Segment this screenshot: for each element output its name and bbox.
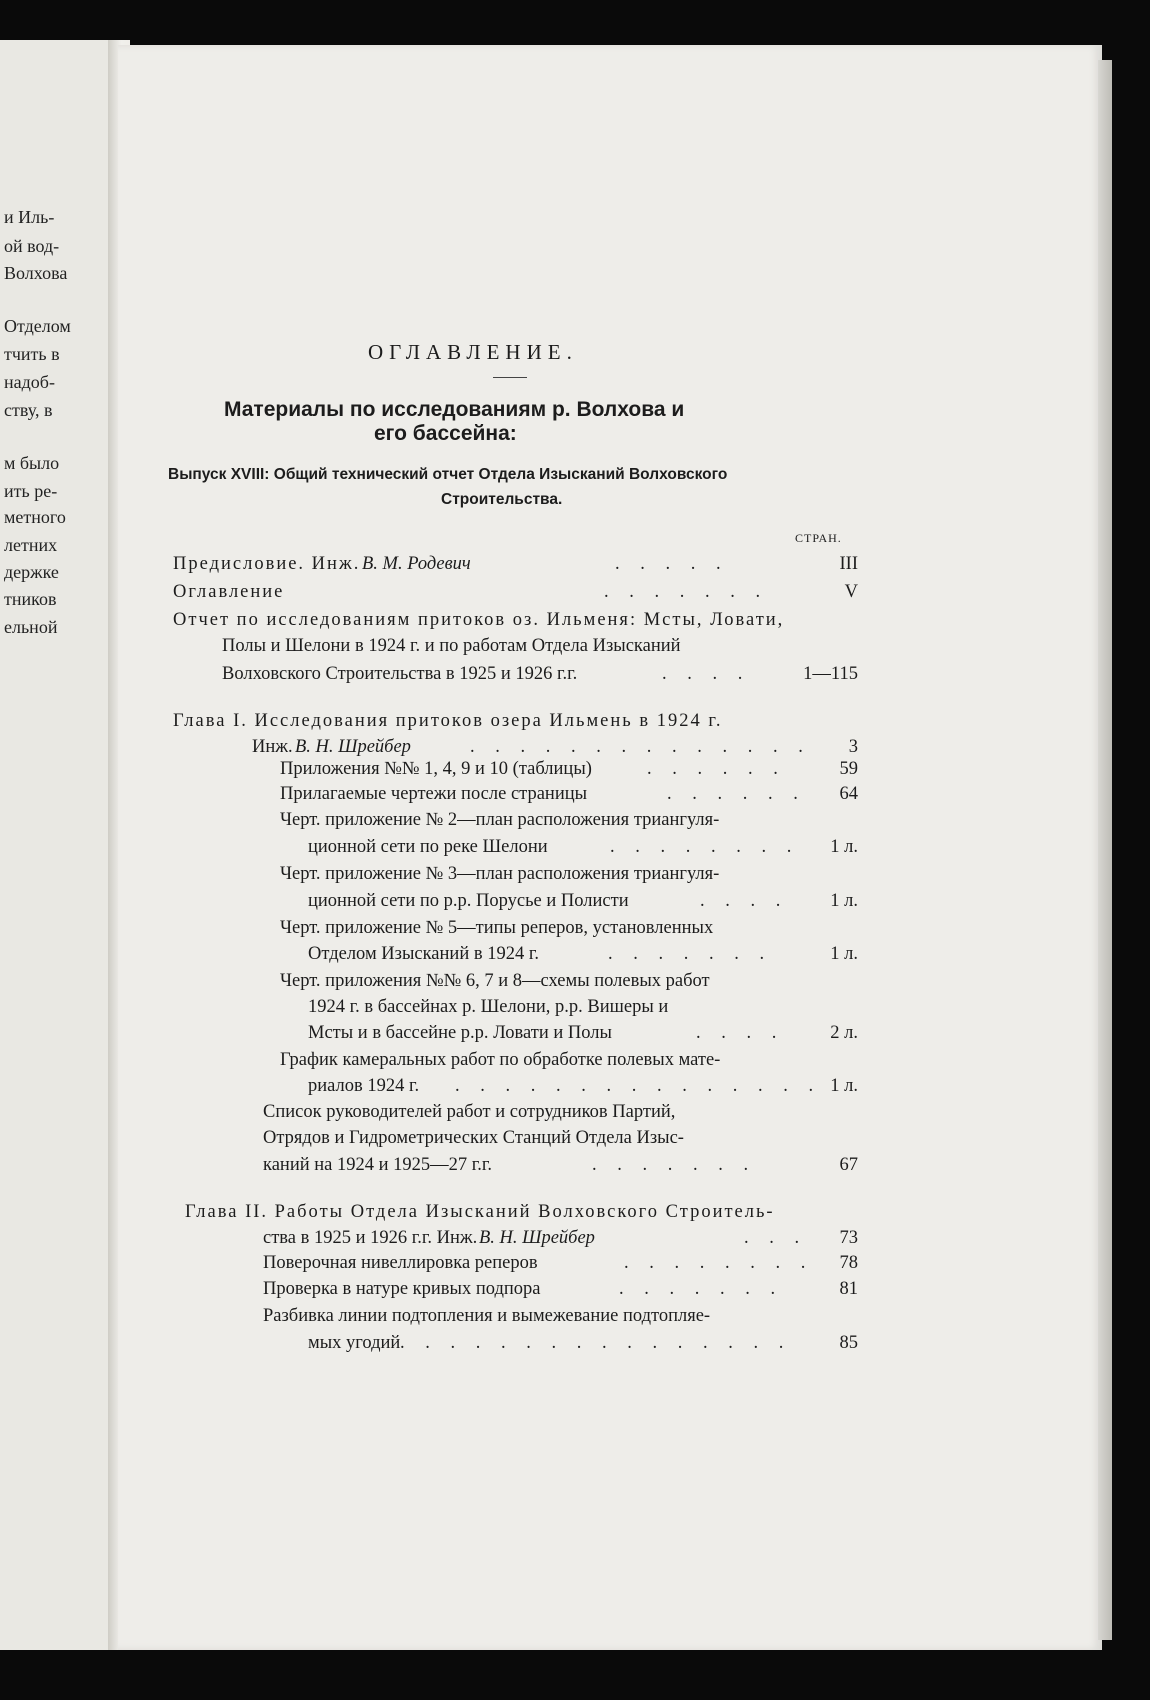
- entry-text: 1924 г. в бассейнах р. Шелони, р.р. Вишеры и: [308, 997, 669, 1017]
- entry-page-number: 1 л.: [830, 1076, 858, 1096]
- leader-dots: . . . . . . . . . . . . . . . .: [400, 1333, 792, 1353]
- issue-line2: Строительства.: [441, 491, 563, 508]
- entry-text: Отчет по исследованиям притоков оз. Ильменя: Мсты, Ловати,: [173, 610, 785, 630]
- toc-entry: [0, 1306, 1150, 1332]
- entry-text: Глава I. Исследования притоков озера Ильмень в 1924 г.: [173, 711, 723, 731]
- left-page-text: тников: [4, 589, 57, 609]
- entry-text: каний на 1924 и 1925—27 г.г.: [263, 1155, 493, 1175]
- toc-entry: [0, 1253, 1150, 1279]
- left-page-text: Волхова: [4, 263, 68, 283]
- toc-entry: [0, 610, 1150, 636]
- left-page-text: Отделом: [4, 316, 71, 336]
- page-title: ОГЛАВЛЕНИЕ.: [368, 340, 578, 364]
- leader-dots: . . . . . . .: [619, 1279, 784, 1299]
- toc-entry: [0, 891, 1150, 917]
- entry-text: Мсты и в бассейне р.р. Ловати и Полы: [308, 1023, 612, 1043]
- entry-text: Инж.: [252, 737, 293, 757]
- left-page-text: и Иль-: [4, 207, 55, 227]
- toc-entry: [0, 1155, 1150, 1181]
- entry-page-number: 78: [839, 1253, 858, 1273]
- entry-text: мых угодий: [308, 1333, 401, 1353]
- entry-text: Волховского Строительства в 1925 и 1926 г.г.: [222, 664, 578, 684]
- toc-entry: [0, 1076, 1150, 1102]
- toc-entry: [0, 971, 1150, 997]
- toc-entry: [0, 636, 1150, 662]
- entry-author: В. Н. Шрейбер: [295, 737, 411, 757]
- entry-page-number: 1—115: [803, 664, 858, 684]
- entry-text: Разбивка линии подтопления и вымежевание подтопляе-: [263, 1306, 711, 1326]
- entry-text: ционной сети по реке Шелони: [308, 837, 548, 857]
- toc-entry: [0, 997, 1150, 1023]
- leader-dots: . . . .: [662, 664, 751, 684]
- entry-page-number: 67: [839, 1155, 858, 1175]
- entry-text: Оглавление: [173, 582, 285, 602]
- entry-text: Прилагаемые чертежи после страницы: [280, 784, 588, 804]
- series-title-line1: Материалы по исследованиям р. Волхова и: [224, 398, 685, 421]
- leader-dots: . . . . . .: [647, 759, 786, 779]
- entry-page-number: 1 л.: [830, 837, 858, 857]
- toc-entry: [0, 784, 1150, 810]
- toc-entry: [0, 711, 1150, 737]
- left-page-text: держке: [4, 562, 59, 582]
- toc-entry: [0, 1102, 1150, 1128]
- entry-text: ционной сети по р.р. Порусье и Полисти: [308, 891, 629, 911]
- leader-dots: . . . . . . .: [604, 582, 769, 602]
- entry-text: Приложения №№ 1, 4, 9 и 10 (таблицы): [280, 759, 592, 779]
- entry-page-number: 64: [839, 784, 858, 804]
- leader-dots: . . .: [744, 1228, 808, 1248]
- entry-text: Черт. приложения №№ 6, 7 и 8—схемы полевых работ: [280, 971, 710, 991]
- left-page-text: ельной: [4, 617, 58, 637]
- entry-text: Список руководителей работ и сотрудников Партий,: [263, 1102, 676, 1122]
- leader-dots: . . . . . . . . . . . . . . .: [455, 1076, 822, 1096]
- entry-page-number: III: [839, 554, 858, 574]
- entry-text: Проверка в натуре кривых подпора: [263, 1279, 541, 1299]
- toc-entry: [0, 944, 1150, 970]
- leader-dots: . . . . . . . .: [610, 837, 800, 857]
- entry-text: Черт. приложение № 2—план расположения триангуля-: [280, 810, 720, 830]
- leader-dots: . . . . . . .: [592, 1155, 757, 1175]
- toc-entry: [0, 837, 1150, 863]
- issue-line1: Выпуск XVIII: Общий технический отчет Отдела Изысканий Волховского: [168, 466, 728, 483]
- toc-entry: [0, 759, 1150, 785]
- leader-dots: . . . .: [696, 1023, 785, 1043]
- leader-dots: . . . . . . . .: [624, 1253, 814, 1273]
- toc-entry: [0, 1128, 1150, 1154]
- left-page-text: м было: [4, 453, 60, 473]
- entry-text: Черт. приложение № 3—план расположения триангуля-: [280, 864, 720, 884]
- leader-dots: . . . . . .: [667, 784, 806, 804]
- toc-entry: [0, 1050, 1150, 1076]
- leader-dots: . . . . .: [615, 554, 729, 574]
- series-title-line2: его бассейна:: [374, 422, 517, 445]
- toc-entry: [0, 1228, 1150, 1254]
- toc-entry: [0, 582, 1150, 608]
- entry-page-number: 1 л.: [830, 944, 858, 964]
- entry-page-number: 85: [839, 1333, 858, 1353]
- entry-page-number: 2 л.: [830, 1023, 858, 1043]
- toc-entry: [0, 554, 1150, 580]
- entry-text: График камеральных работ по обработке полевых мате-: [280, 1050, 721, 1070]
- entry-text: Отрядов и Гидрометрических Станций Отдела Изыс-: [263, 1128, 684, 1148]
- left-page-text: ой вод-: [4, 236, 60, 256]
- entry-text: ства в 1925 и 1926 г.г. Инж.: [263, 1228, 478, 1248]
- entry-page-number: 3: [848, 737, 858, 757]
- entry-author: В. Н. Шрейбер: [479, 1228, 595, 1248]
- entry-text: Предисловие. Инж.: [173, 554, 361, 574]
- entry-page-number: 59: [839, 759, 858, 779]
- entry-page-number: 73: [839, 1228, 858, 1248]
- left-page-text: надоб-: [4, 372, 55, 392]
- toc-entry: [0, 810, 1150, 836]
- title-rule: [493, 377, 527, 378]
- entry-text: риалов 1924 г.: [308, 1076, 420, 1096]
- toc-entry: [0, 1333, 1150, 1359]
- leader-dots: . . . . . . . . . . . . . .: [470, 737, 811, 757]
- left-page-text: ить ре-: [4, 481, 58, 501]
- left-page-text: летних: [4, 535, 58, 555]
- entry-text: Полы и Шелони в 1924 г. и по работам Отдела Изысканий: [222, 636, 681, 656]
- leader-dots: . . . . . . .: [608, 944, 773, 964]
- leader-dots: . . . .: [700, 891, 789, 911]
- column-header-pages: СТРАН.: [795, 531, 842, 545]
- toc-entry: [0, 1202, 1150, 1228]
- entry-page-number: 1 л.: [830, 891, 858, 911]
- entry-text: Черт. приложение № 5—типы реперов, установленных: [280, 918, 714, 938]
- toc-entry: [0, 1279, 1150, 1305]
- entry-page-number: V: [844, 582, 858, 602]
- toc-entry: [0, 664, 1150, 690]
- toc-entry: [0, 1023, 1150, 1049]
- entry-author: В. М. Родевич: [362, 554, 471, 574]
- entry-text: Глава II. Работы Отдела Изысканий Волховского Строитель-: [185, 1202, 775, 1222]
- toc-entry: [0, 918, 1150, 944]
- entry-page-number: 81: [839, 1279, 858, 1299]
- entry-text: Отделом Изысканий в 1924 г.: [308, 944, 539, 964]
- entry-text: Поверочная нивеллировка реперов: [263, 1253, 538, 1273]
- left-page-text: тчить в: [4, 344, 60, 364]
- left-page-text: метного: [4, 507, 66, 527]
- toc-entry: [0, 864, 1150, 890]
- left-page-text: ству, в: [4, 400, 53, 420]
